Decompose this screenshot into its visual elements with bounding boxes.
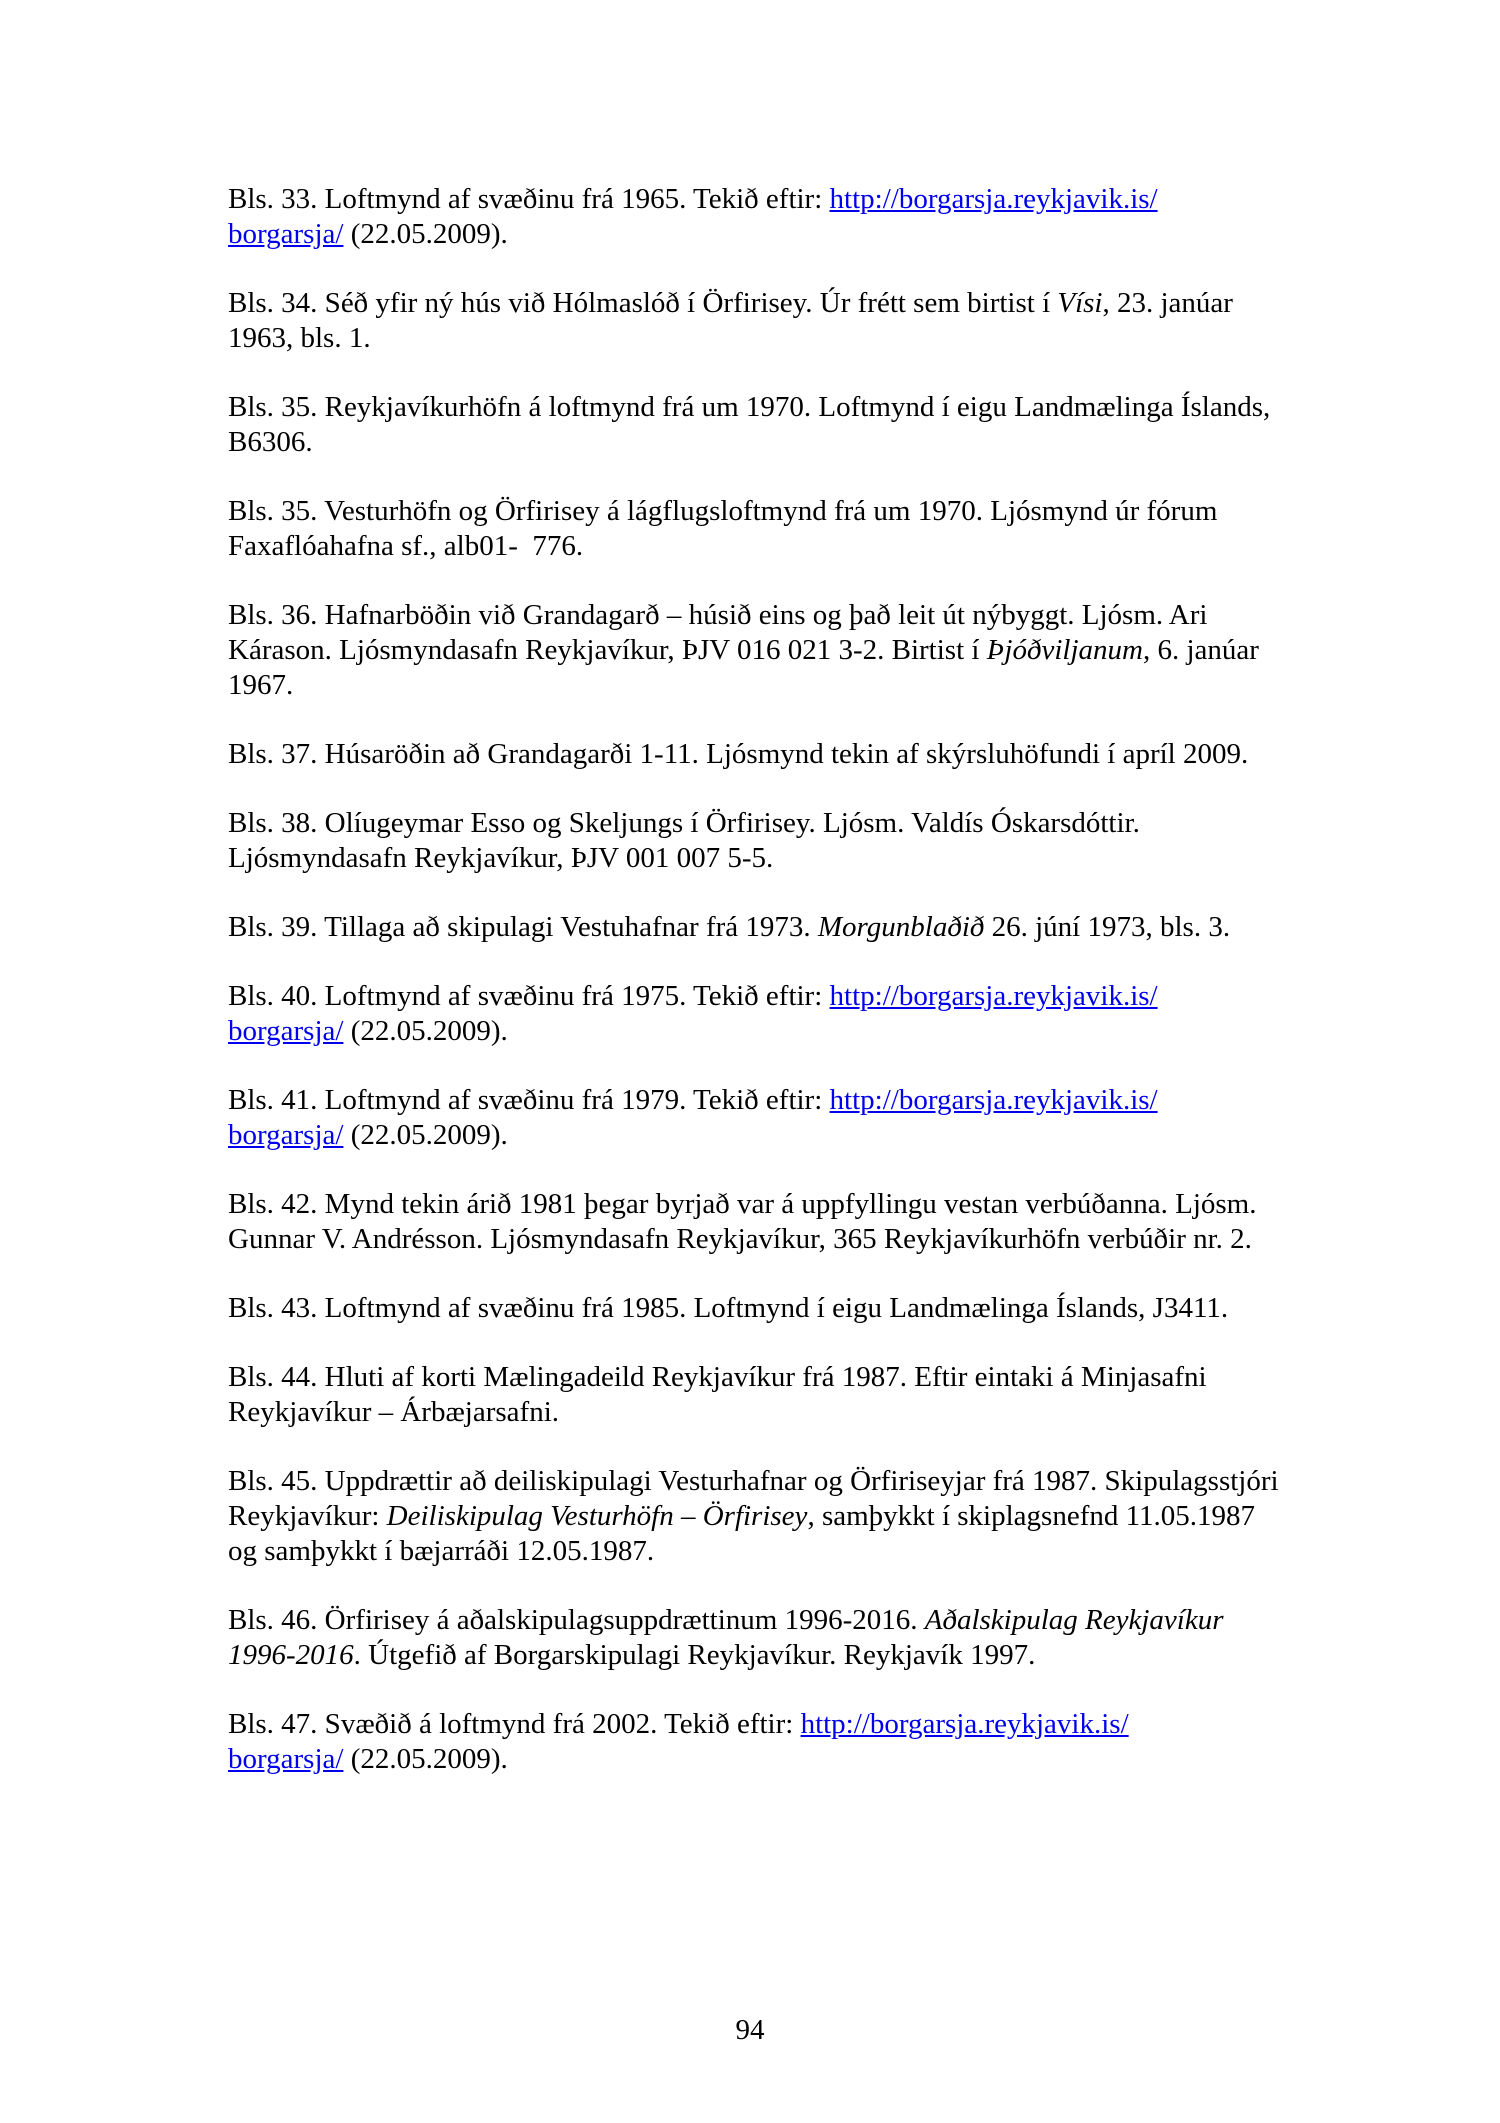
entry-text: Bls. 40. Loftmynd af svæðinu frá 1975. Tekið eftir: [228, 980, 830, 1012]
borgarsja-link[interactable]: http://borgarsja.reykjavik.is/ borgarsja/ [228, 980, 1158, 1047]
entry-text-after: (22.05.2009). [343, 218, 508, 250]
caption-entry [228, 737, 1288, 772]
entry-text: Bls. 41. Loftmynd af svæðinu frá 1979. Tekið eftir: [228, 1084, 830, 1116]
entry-text-after: , 23. janúar 1963, bls. 1. [228, 287, 1233, 354]
caption-entry [228, 1603, 1288, 1673]
entry-text: Bls. 35. Vesturhöfn og Örfirisey á lágflugsloftmynd frá um 1970. Ljósmynd úr fórum Faxaflóahafna sf., alb01- 776. [228, 495, 1225, 562]
borgarsja-link[interactable]: http://borgarsja.reykjavik.is/ borgarsja/ [228, 1708, 1129, 1775]
entry-text-after: (22.05.2009). [343, 1015, 508, 1047]
borgarsja-link[interactable]: http://borgarsja.reykjavik.is/ borgarsja/ [228, 1084, 1158, 1151]
caption-entry [228, 1360, 1288, 1430]
source-title: Vísi [1057, 287, 1103, 319]
source-title: Deiliskipulag Vesturhöfn – Örfirisey [386, 1500, 808, 1532]
caption-entry [228, 494, 1288, 564]
entry-text: Bls. 47. Svæðið á loftmynd frá 2002. Tekið eftir: [228, 1708, 801, 1740]
caption-entry [228, 1083, 1288, 1153]
caption-entry [228, 1187, 1288, 1257]
entry-text: Bls. 42. Mynd tekin árið 1981 þegar byrjað var á uppfyllingu vestan verbúðanna. Ljósm. Gunnar V. Andrésson. Ljósmyndasafn Reykjavíkur, 365 Reykjavíkurhöfn verbúðir nr. 2. [228, 1188, 1257, 1255]
caption-entry [228, 182, 1288, 252]
entry-text: Bls. 38. Olíugeymar Esso og Skeljungs í Örfirisey. Ljósm. Valdís Óskarsdóttir. Ljósmyndasafn Reykjavíkur, ÞJV 001 007 5-5. [228, 807, 1140, 874]
source-title: Aðalskipulag Reykjavíkur 1996-2016 [228, 1604, 1224, 1671]
caption-entry [228, 1464, 1288, 1569]
entry-text-after: 26. júní 1973, bls. 3. [984, 911, 1231, 943]
borgarsja-link[interactable]: http://borgarsja.reykjavik.is/ borgarsja/ [228, 183, 1158, 250]
caption-entry [228, 390, 1288, 460]
entry-text-after: , 6. janúar 1967. [228, 634, 1259, 701]
caption-entry [228, 598, 1288, 703]
entry-text: Bls. 39. Tillaga að skipulagi Vestuhafnar frá 1973. [228, 911, 818, 943]
entry-text: Bls. 34. Séð yfir ný hús við Hólmaslóð í Örfirisey. Úr frétt sem birtist í [228, 287, 1058, 319]
caption-entry [228, 1707, 1288, 1777]
caption-entry [228, 1291, 1288, 1326]
caption-entry [228, 286, 1288, 356]
entry-text: Bls. 46. Örfirisey á aðalskipulagsuppdrættinum 1996-2016. [228, 1604, 925, 1636]
source-title: Þjóðviljanum [986, 634, 1143, 666]
source-title: Morgunblaðið [817, 911, 985, 943]
entry-text: Bls. 44. Hluti af korti Mælingadeild Reykjavíkur frá 1987. Eftir eintaki á Minjasafni Reykjavíkur – Árbæjarsafni. [228, 1361, 1207, 1428]
page-number: 94 [735, 2014, 765, 2046]
document-body [228, 182, 1288, 1811]
entry-text: Bls. 37. Húsaröðin að Grandagarði 1-11. Ljósmynd tekin af skýrsluhöfundi í apríl 2009. [228, 738, 1249, 770]
entry-text: Bls. 36. Hafnarböðin við Grandagarð – húsið eins og það leit út nýbyggt. Ljósm. Ari Kárason. Ljósmyndasafn Reykjavíkur, ÞJV 016 021 3-2. Birtist í [228, 599, 1208, 666]
caption-entry [228, 910, 1288, 945]
caption-entry [228, 979, 1288, 1049]
entry-text: Bls. 35. Reykjavíkurhöfn á loftmynd frá um 1970. Loftmynd í eigu Landmælinga Íslands, B6306. [228, 391, 1271, 458]
caption-entry [228, 806, 1288, 876]
entry-text-after: (22.05.2009). [343, 1119, 508, 1151]
entry-text: Bls. 43. Loftmynd af svæðinu frá 1985. Loftmynd í eigu Landmælinga Íslands, J3411. [228, 1292, 1229, 1324]
entry-text: Bls. 45. Uppdrættir að deiliskipulagi Vesturhafnar og Örfiriseyjar frá 1987. Skipulagsstjóri Reykjavíkur: [228, 1465, 1279, 1532]
entry-text-after: (22.05.2009). [343, 1743, 508, 1775]
entry-text: Bls. 33. Loftmynd af svæðinu frá 1965. Tekið eftir: [228, 183, 830, 215]
entry-text-after: . Útgefið af Borgarskipulagi Reykjavíkur. Reykjavík 1997. [353, 1639, 1036, 1671]
entry-text-after: , samþykkt í skiplagsnefnd 11.05.1987 og samþykkt í bæjarráði 12.05.1987. [228, 1500, 1256, 1567]
